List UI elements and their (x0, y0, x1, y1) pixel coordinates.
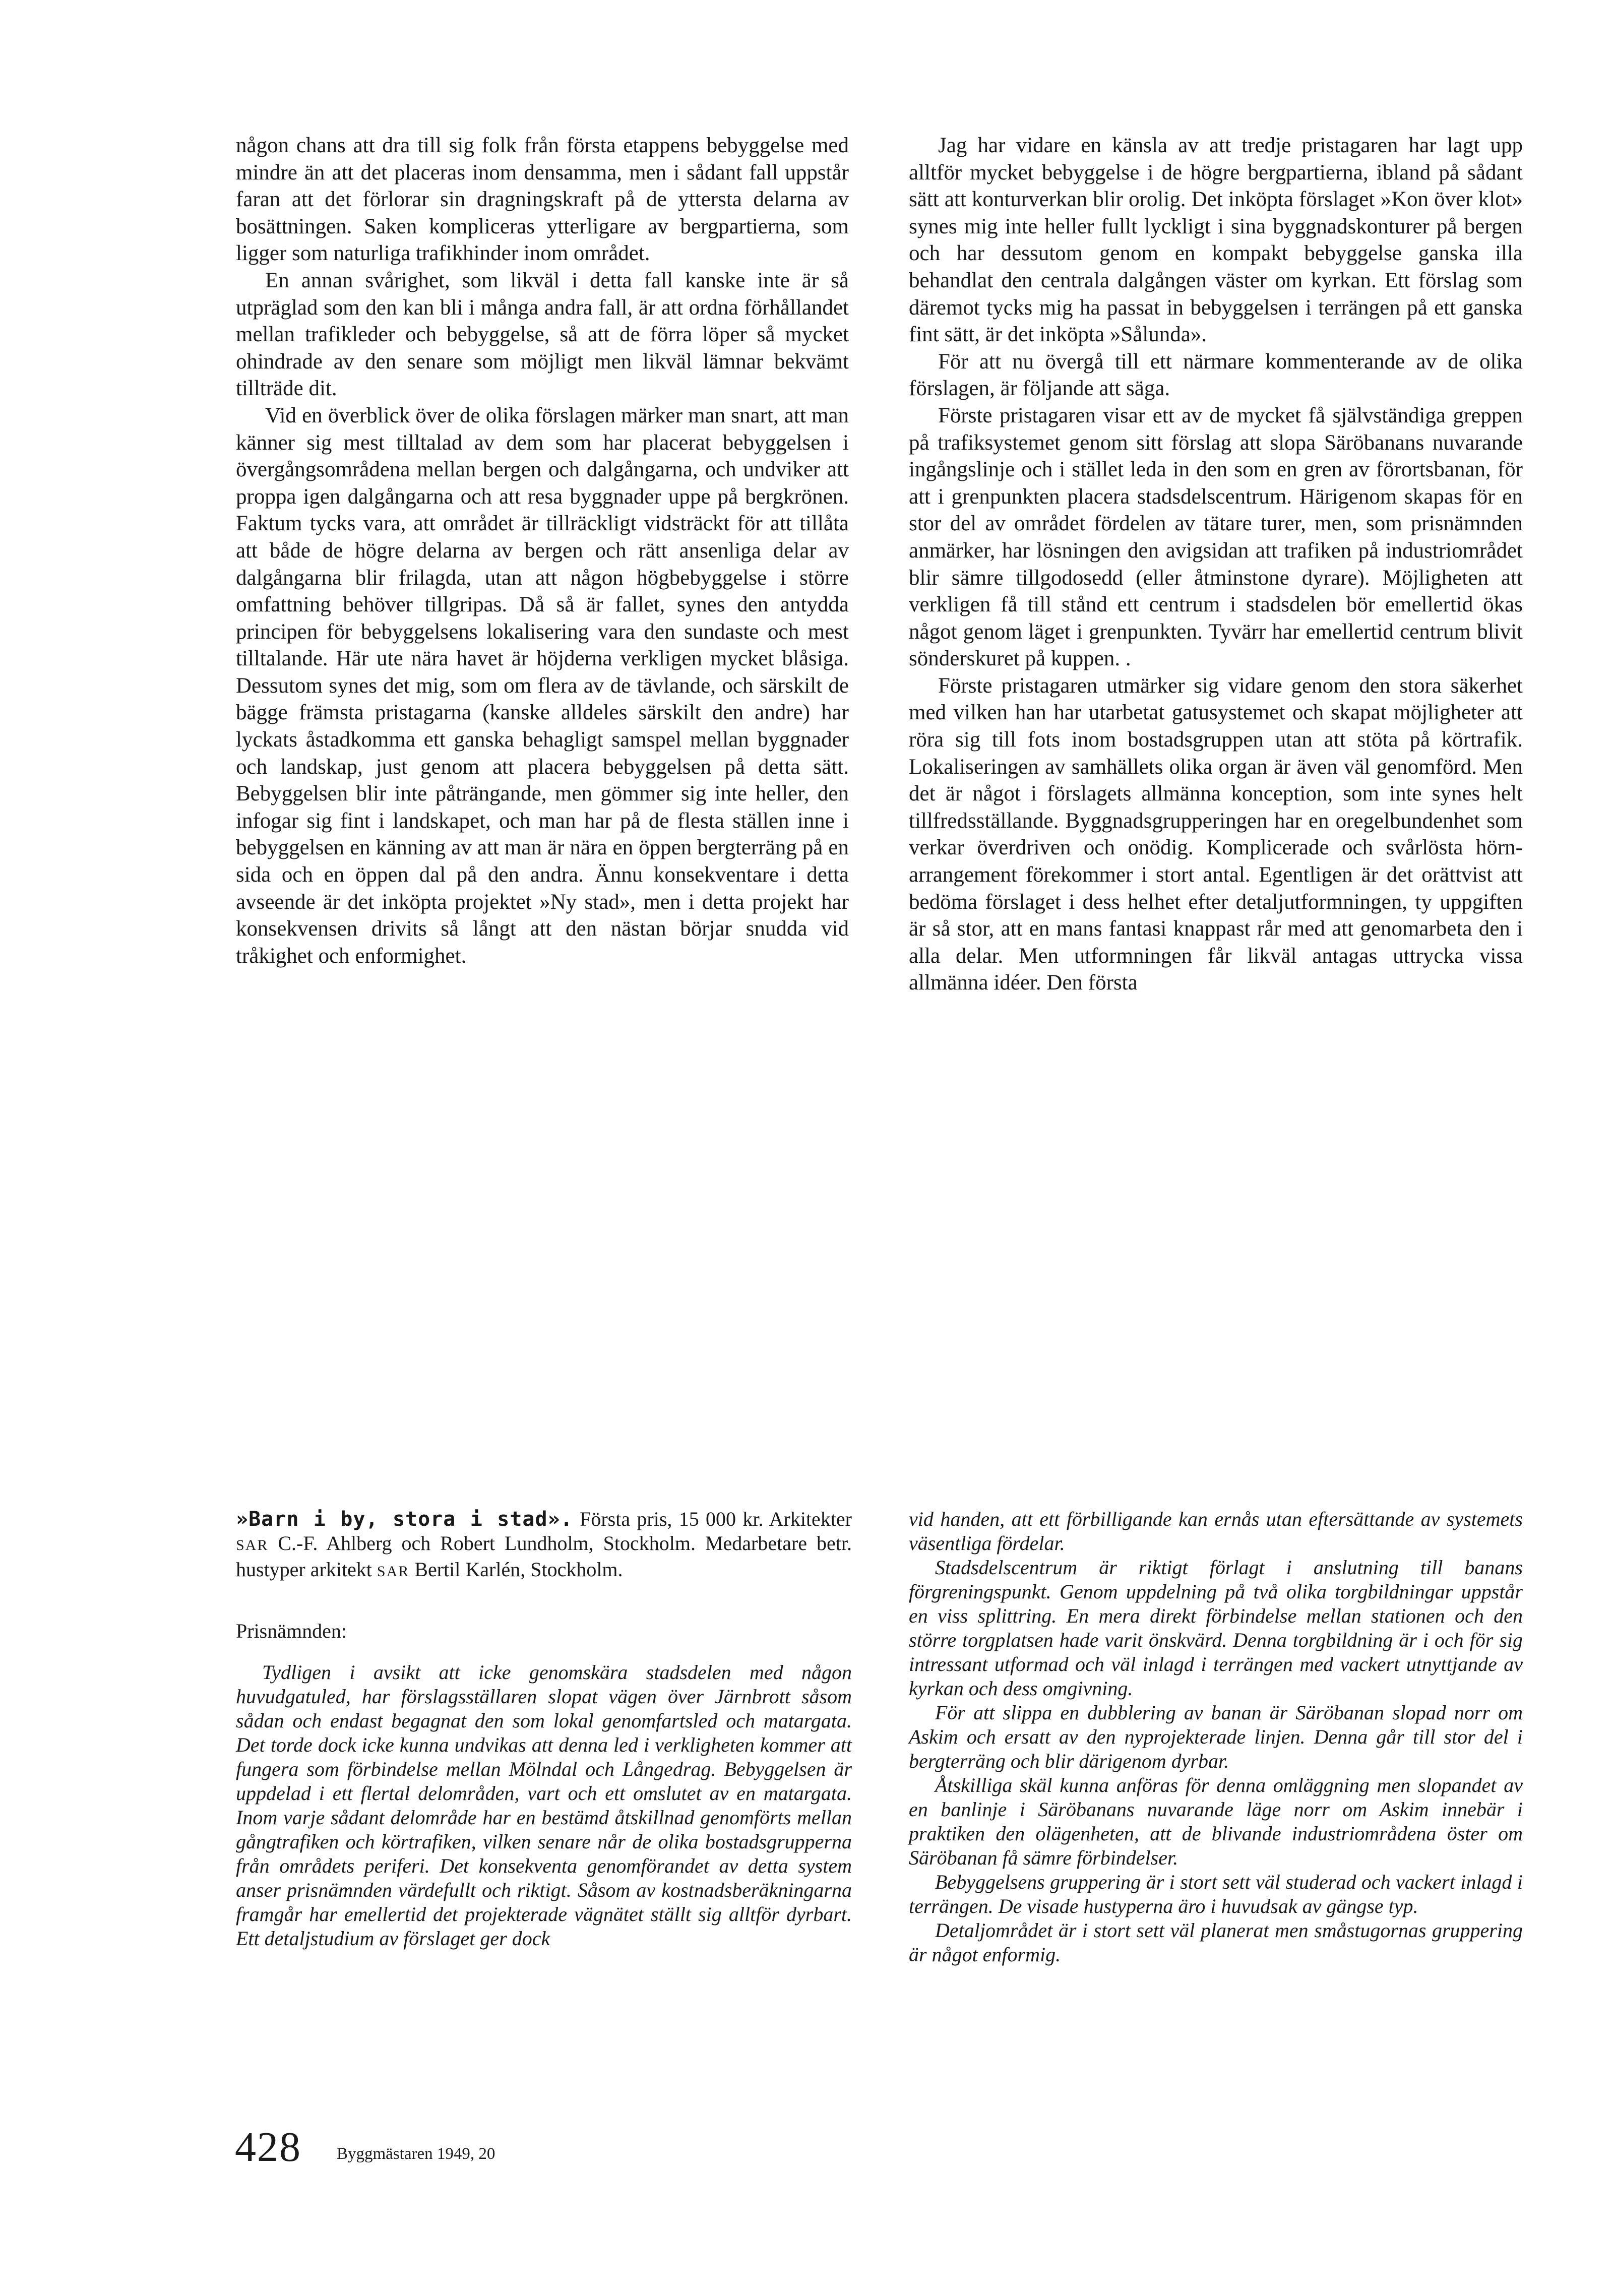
caption-left-column (236, 1507, 852, 1951)
paragraph: Jag har vidare en känsla av att tredje pristagaren har lagt upp alltför mycket bebyggelse i de högre bergpartierna, ibland på sådant sätt att konturverkan blir orolig. Det inköpta förslaget »Kon över klot» synes mig inte heller fullt lyckligt i sina byggnadskonturer på bergen och har dessutom genom en kompakt bebyggelse ganska illa behandlat den centrala dalgången väster om kyrkan. Ett förslag som däremot tycks mig ha passat in bebyggelsen i terrängen på ett ganska fint sätt, är det inköpta »Sålunda». (909, 134, 1523, 347)
sar-abbrev: SAR (236, 1537, 269, 1554)
jury-paragraph: För att slippa en dubblering av banan är Säröbanan slopad norr om Askim och ersatt av den nyprojekterade linjen. Denna går till stor del i bergterräng och blir därigenom dyrbar. (909, 1701, 1523, 1772)
jury-paragraph: Bebyggelsens gruppering är i stort sett väl studerad och vackert inlagd i terrängen. De visade hustyperna äro i huvudsak av gängse typ. (909, 1871, 1523, 1917)
jury-paragraph: Tydligen i avsikt att icke genomskära stadsdelen med någon huvudgatuled, har förslagsställaren slopat vägen över Järnbrott såsom sådan och endast begagnat den som lokal genomfartsled och matargata. Det torde dock icke kunna undvikas att denna led i verkligheten kommer att fungera som förbindelse mellan Mölndal och Långedrag. Bebyggelsen är uppdelad i ett flertal delområden, vart och ett omslutet av en matargata. Inom varje sådant delområde har en bestämd åtskillnad genomförts mellan gångtrafiken och körtrafiken, vilken senare når de olika bostadsgrupperna från områdets periferi. Det konsekventa genomförandet av detta system anser prisnämnden värdefullt och riktigt. Såsom av kostnadsberäkningarna framgår har emellertid det projekterade vägnätet ställt sig alltför dyrbart. Ett detaljstudium av förslaget ger dock (236, 1661, 852, 1950)
sar-abbrev: SAR (377, 1563, 410, 1580)
journal-reference: Byggmästaren 1949, 20 (337, 2145, 495, 2163)
jury-statement-right (909, 1507, 1523, 1967)
jury-paragraph: Stadsdelscentrum är riktigt förlagt i anslutning till banans förgreningspunkt. Genom uppdelning på två olika torgbildningar uppstår en viss splittring. En mera direkt förbindelse mellan stationen och den större torgplatsen hade varit önskvärd. Denna torgbildning är i och för sig intressant utformad och väl inlagd i terrängen med vackert utnyttjande av kyrkan och dess omgivning. (909, 1556, 1523, 1700)
caption-architects-prefix: Arkitekter (769, 1508, 852, 1530)
article-right-column (909, 132, 1523, 1342)
paragraph: Förste pristagaren utmärker sig vidare genom den stora säkerhet med vilken han har utarbetat gatusystemet och skapat möjligheter att röra sig till fots inom bostadsgruppen utan att stöta på körtrafik. Lokaliseringen av samhällets olika organ är även väl genomförd. Men det är något i förslagets allmänna konception, som inte synes helt tillfredsställande. Byggnadsgrupperingen har en oregelbundenhet som verkar överdriven och onödig. Komplicerade och svårlösta hörn-arrangement förekommer i stort antal. Egentligen är det orättvist att bedöma förslaget i dess helhet efter detaljutformningen, ty uppgiften är så stor, att en mans fantasi knappast rår med att genomarbeta den i alla delar. Men utformningen får likväl antagas uttrycka vissa allmänna idéer. Den första (909, 673, 1523, 995)
caption-architects-names: C.-F. Ahlberg och Robert Lundholm, Stockholm. Medarbetare betr. hustyper arkitekt (236, 1532, 852, 1581)
paragraph: Förste pristagaren visar ett av de mycket få självständiga greppen på trafiksystemet genom sitt förslag att slopa Säröbanans nuvarande ingångslinje och i stället leda in den som en gren av förortsbanan, för att i grenpunkten placera stadsdelscentrum. Härigenom skapas för en stor del av området fördelen av tätare turer, men, som prisnämnden anmärker, har lösningen den avigsidan att trafiken på industriområdet blir sämre tillgodosedd (eller åtminstone dyrare). Möjligheten att verkligen få till stånd ett centrum i stadsdelen bör emellertid ökas något genom läget i grenpunkten. Tyvärr har emellertid centrum blivit sönderskuret på kuppen. . (909, 403, 1523, 671)
jury-paragraph: Detaljområdet är i stort sett väl planerat men småstugornas gruppering är något enformig. (909, 1919, 1523, 1966)
caption-architects-suffix: Bertil Karlén, Stockholm. (409, 1558, 623, 1581)
caption-credits (236, 1507, 852, 1584)
caption-prize: Första pris, 15 000 kr. (573, 1508, 764, 1530)
caption-right-column (909, 1507, 1523, 1967)
article-left-column (236, 132, 849, 1342)
paragraph: En annan svårighet, som likväl i detta fall kanske inte är så utpräglad som den kan bli i många andra fall, är att ordna förhållandet mellan trafikleder och bebyggelse, så att de förra löper så mycket ohindrade av den senare som möjligt men likväl lämnar bekvämt tillträde dit. (236, 268, 849, 401)
jury-paragraph: Åtskilliga skäl kunna anföras för denna omläggning men slopandet av en banlinje i Säröbanans nuvarande läge norr om Askim innebär i praktiken den olägenheten, att de blivande industriområdena öster om Säröbanan få sämre förbindelser. (909, 1774, 1523, 1869)
paragraph: Vid en överblick över de olika förslagen märker man snart, att man känner sig mest tilltalad av dem som har placerat bebyggelsen i övergångsområdena mellan bergen och dalgångarna, och undviker att proppa igen dalgångarna och att resa byggnader uppe på bergkrönen. Faktum tycks vara, att området är tillräckligt vidsträckt för att tillåta att både de högre delarna av bergen och rätt ansenliga delar av dalgångarna blir frilagda, utan att någon högbebyggelse i större omfattning behöver tillgripas. Då så är fallet, synes den antydda principen för bebyggelsens lokalisering vara den sundaste och mest tilltalande. Här ute nära havet är höjderna verkligen mycket blåsiga. Dessutom synes det mig, som om flera av de tävlande, och särskilt de bägge främsta pristagarna (kanske alldeles särskilt den andre) har lyckats åstadkomma ett ganska behagligt samspel mellan byggnader och landskap, just genom att placera bebyggelsen på detta sätt. Bebyggelsen blir inte påträngande, men gömmer sig inte heller, den infogar sig fint i landskapet, och man har på de flesta ställen inne i bebyggelsen en känning av att man är nära en öppen bergterräng på en sida och en öppen dal på den andra. Ännu konsekventare i detta avseende är det inköpta projektet »Ny stad», men i detta projekt har konsekvensen drivits så långt att den nästan börjar snudda vid tråkighet och enformighet. (236, 403, 849, 968)
jury-paragraph: vid handen, att ett förbilligande kan ernås utan eftersättande av systemets väsentliga fördelar. (909, 1508, 1523, 1555)
paragraph: För att nu övergå till ett närmare kommenterande av de olika förslagen, är följande att säga. (909, 349, 1523, 401)
jury-statement-left (236, 1660, 852, 1951)
page-number: 428 (235, 2124, 301, 2170)
caption-title: »Barn i by, stora i stad». (236, 1508, 573, 1531)
jury-label: Prisnämnden: (236, 1620, 347, 1642)
paragraph: någon chans att dra till sig folk från första etappens bebyggelse med mindre än att det placeras inom densamma, men i sådant fall uppstår faran att det förlorar sin dragningskraft på de yttersta delarna av bosättningen. Saken kompliceras ytterligare av bergpartierna, som ligger som naturliga trafikhinder inom området. (236, 134, 849, 266)
